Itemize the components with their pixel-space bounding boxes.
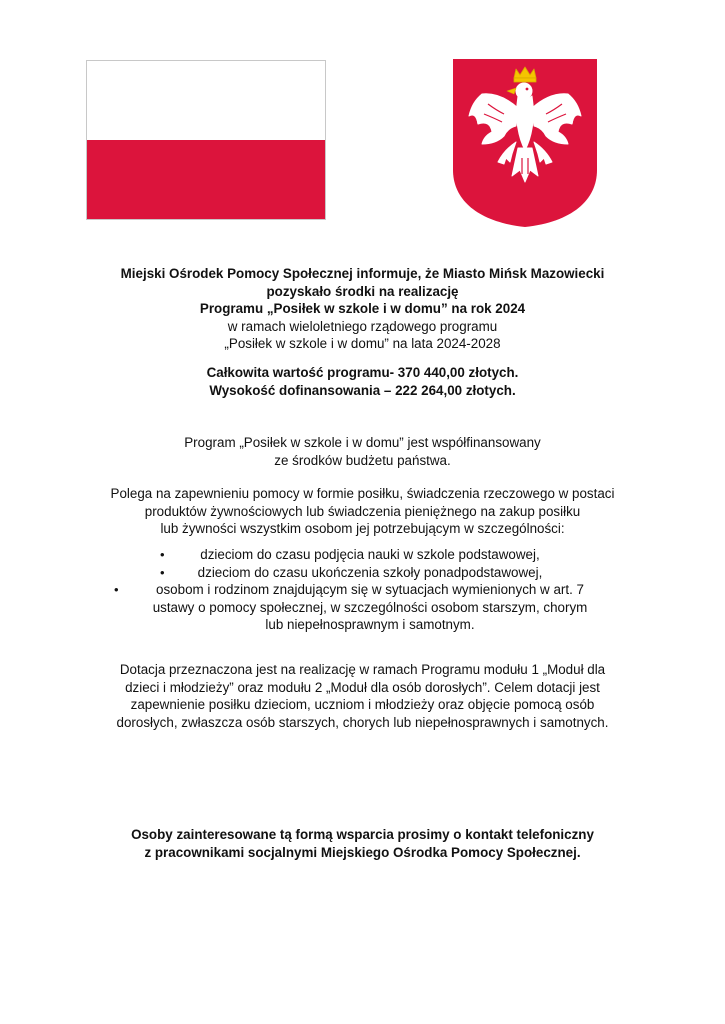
beneficiaries-list xyxy=(100,546,640,634)
header-line-1: Miejski Ośrodek Pomocy Społecznej informuje, że Miasto Mińsk Mazowiecki xyxy=(120,266,605,281)
cofinancing-line-1: Program „Posiłek w szkole i w domu” jest współfinansowany xyxy=(184,435,541,450)
list-item-text: ustawy o pomocy społecznej, w szczególności osobom starszym, chorym xyxy=(152,599,588,615)
grant-line-3: zapewnienie posiłku dzieciom, uczniom i młodzieży oraz objęcie pomocą osób xyxy=(130,697,595,712)
header-line-2: pozyskało środki na realizację xyxy=(266,283,459,299)
list-item xyxy=(100,546,640,564)
program-values xyxy=(60,364,665,399)
header-line-4: w ramach wieloletniego rządowego programu xyxy=(227,318,498,334)
flag-red-band xyxy=(87,140,325,219)
description-line-3: lub żywności wszystkim osobom jej potrzebującym w szczególności: xyxy=(160,521,565,536)
grant-line-4: dorosłych, zwłaszcza osób starszych, chorych lub niepełnosprawnych i samotnych. xyxy=(116,714,609,730)
list-item-text: dzieciom do czasu ukończenia szkoły ponadpodstawowej, xyxy=(197,564,543,580)
polish-coat-of-arms-emblem xyxy=(452,58,598,228)
bullet-icon: • xyxy=(114,582,119,597)
funding-value: Wysokość dofinansowania – 222 264,00 złotych. xyxy=(209,382,516,398)
contact-line-1: Osoby zainteresowane tą formą wsparcia prosimy o kontakt telefoniczny xyxy=(131,827,594,842)
description-line-1: Polega na zapewnieniu pomocy w formie posiłku, świadczenia rzeczowego w postaci xyxy=(110,486,615,501)
list-item xyxy=(100,581,640,634)
cofinancing-note xyxy=(60,434,665,469)
total-value: Całkowita wartość programu- 370 440,00 złotych. xyxy=(206,365,519,380)
program-title: Programu „Posiłek w szkole i w domu” na rok 2024 xyxy=(199,301,526,316)
list-item-text: lub niepełnosprawnym i samotnym. xyxy=(265,617,475,632)
header-line-5: „Posiłek w szkole i w domu” na lata 2024-2028 xyxy=(224,336,501,351)
cofinancing-line-2: ze środków budżetu państwa. xyxy=(274,452,451,468)
contact-note xyxy=(60,826,665,861)
header-announcement xyxy=(60,265,665,353)
flag-white-band xyxy=(87,61,325,140)
bullet-icon: • xyxy=(160,547,165,562)
list-item-text: dzieciom do czasu podjęcia nauki w szkole podstawowej, xyxy=(200,547,540,562)
program-description xyxy=(60,485,665,538)
grant-line-1: Dotacja przeznaczona jest na realizację w ramach Programu modułu 1 „Moduł dla xyxy=(119,662,606,677)
grant-purpose xyxy=(60,661,665,731)
polish-flag xyxy=(86,60,326,220)
list-item xyxy=(100,564,640,582)
contact-line-2: z pracownikami socjalnymi Miejskiego Ośrodka Pomocy Społecznej. xyxy=(144,844,581,860)
grant-line-2: dzieci i młodzieży” oraz modułu 2 „Moduł dla osób dorosłych”. Celem dotacji jest xyxy=(125,679,600,695)
description-line-2: produktów żywnościowych lub świadczenia pieniężnego na zakup posiłku xyxy=(144,503,581,519)
list-item-text: osobom i rodzinom znajdującym się w sytuacjach wymienionych w art. 7 xyxy=(156,582,584,597)
bullet-icon: • xyxy=(160,564,165,580)
